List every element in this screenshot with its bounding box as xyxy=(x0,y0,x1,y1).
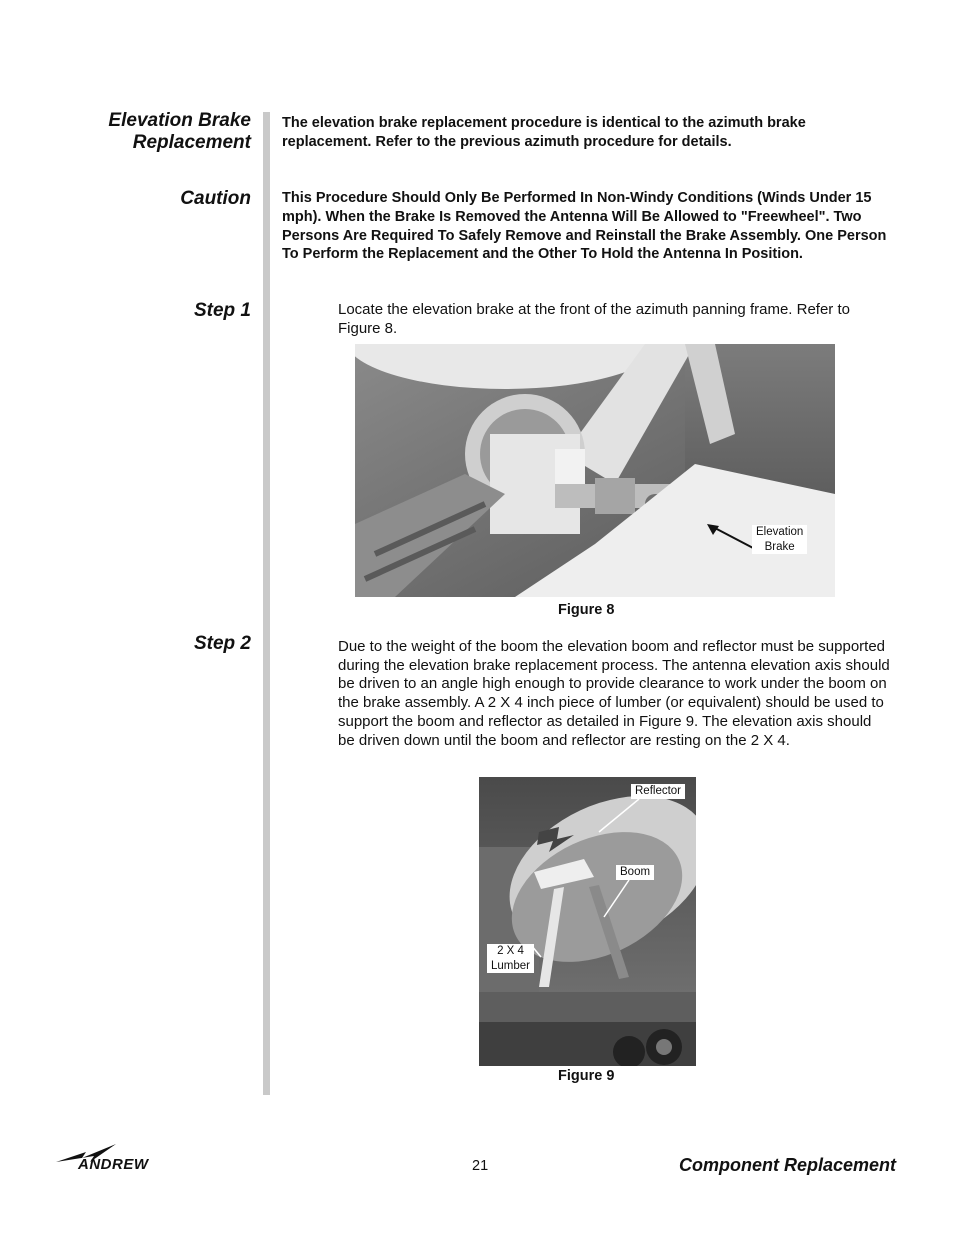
elevation-brake-heading xyxy=(108,110,251,154)
page-number: 21 xyxy=(472,1158,489,1174)
elevation-brake-heading-line1: Elevation Brake xyxy=(108,110,251,131)
figure8-caption: Figure 8 xyxy=(558,602,615,618)
step1-heading: Step 1 xyxy=(193,300,251,321)
figure9-caption: Figure 9 xyxy=(558,1068,615,1084)
elevation-brake-callout xyxy=(752,525,807,554)
lumber-callout-line2: Lumber xyxy=(491,959,530,972)
lumber-callout-line1: 2 X 4 xyxy=(497,945,524,957)
margin-rule xyxy=(263,112,270,1095)
reflector-callout: Reflector xyxy=(631,784,685,799)
lumber-callout xyxy=(487,944,534,973)
caution-heading: Caution xyxy=(180,188,251,209)
elevation-brake-callout-line1: Elevation xyxy=(756,526,804,538)
andrew-logo-text: ANDREW xyxy=(78,1156,149,1173)
elevation-brake-callout-line2: Brake xyxy=(764,540,795,553)
figure8-illustration xyxy=(355,344,835,597)
footer-section-title: Component Replacement xyxy=(678,1155,896,1175)
figure8-photo xyxy=(355,344,835,597)
figure9-photo xyxy=(479,777,696,1066)
andrew-logo xyxy=(56,1142,171,1176)
boom-callout: Boom xyxy=(616,865,654,880)
figure9-illustration xyxy=(479,777,696,1066)
elevation-brake-heading-line2: Replacement xyxy=(132,132,251,153)
elevation-brake-text: The elevation brake replacement procedure is identical to the azimuth brake replacement. Refer to the previous azimuth procedure for details. xyxy=(282,115,806,150)
step2-heading: Step 2 xyxy=(193,633,251,654)
caution-text: This Procedure Should Only Be Performed In Non-Windy Conditions (Winds Under 15 mph). When the Brake Is Removed the Antenna Will Be Allowed to "Freewheel". Two Persons Are Required To Safely Remove and Reinstall the Brake Assembly. One Person To Perform the Replacement and the Other To Hold the Antenna In Position. xyxy=(282,190,887,263)
step1-text: Locate the elevation brake at the front of the azimuth panning frame. Refer to Figure 8. xyxy=(338,301,850,337)
step2-text: Due to the weight of the boom the elevation boom and reflector must be supported during the elevation brake replacement process. The antenna elevation axis should be driven to an angle high enough to provide clearance to work under the boom on the brake assembly. A 2 X 4 inch piece of lumber (or equivalent) should be used to support the boom and reflector as detailed in Figure 9. The elevation axis should be driven down until the boom and reflector are resting on the 2 X 4. xyxy=(338,638,890,749)
